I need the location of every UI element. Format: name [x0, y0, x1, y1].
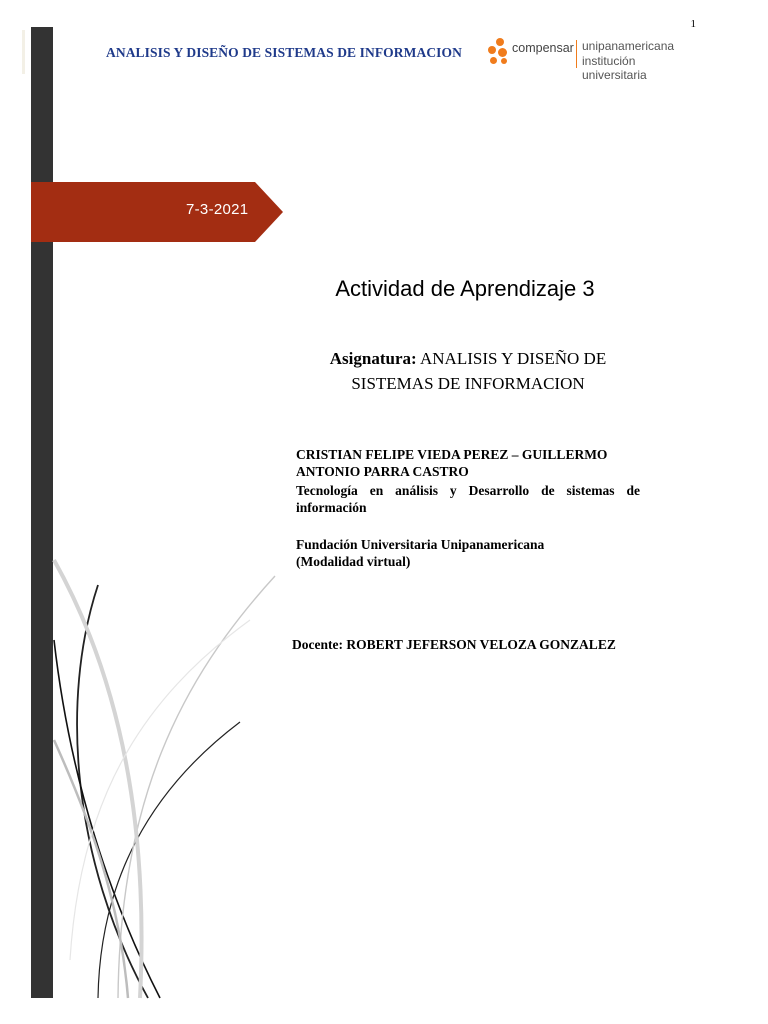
document-title: Actividad de Aprendizaje 3: [335, 276, 595, 301]
institution-block: [296, 536, 640, 570]
curve-dark-2: [54, 640, 160, 998]
subject-name: ANALISIS Y DISEÑO DE SISTEMAS DE INFORMACION: [351, 349, 607, 393]
subject-block: [288, 346, 648, 396]
logo-line1: unipanamericana: [582, 39, 675, 53]
program: Tecnología en análisis y Desarrollo de sistemas de información: [296, 483, 640, 515]
document-date: 7-3-2021: [186, 201, 249, 218]
curve-light-4: [70, 620, 250, 960]
logo-brand: compensar: [512, 41, 574, 55]
teacher: Docente: ROBERT JEFERSON VELOZA GONZALEZ: [292, 637, 616, 652]
curve-gray-2: [54, 560, 142, 998]
logo-separator: [576, 40, 577, 68]
institution-mode: (Modalidad virtual): [296, 554, 411, 569]
logo-dots-icon: [488, 38, 512, 66]
header-title: ANALISIS Y DISEÑO DE SISTEMAS DE INFORMACION: [106, 45, 462, 60]
subject-label: Asignatura:: [329, 349, 417, 368]
institution-name: Fundación Universitaria Unipanamericana: [296, 537, 545, 552]
curve-dark-1: [77, 585, 148, 998]
curve-gray-3: [54, 740, 128, 998]
authors: CRISTIAN FELIPE VIEDA PEREZ – GUILLERMO ANTONIO PARRA CASTRO: [296, 447, 608, 479]
logo-line2: institución universitaria: [582, 54, 647, 82]
institution-logo: [488, 36, 688, 82]
page-number: 1: [690, 18, 696, 30]
